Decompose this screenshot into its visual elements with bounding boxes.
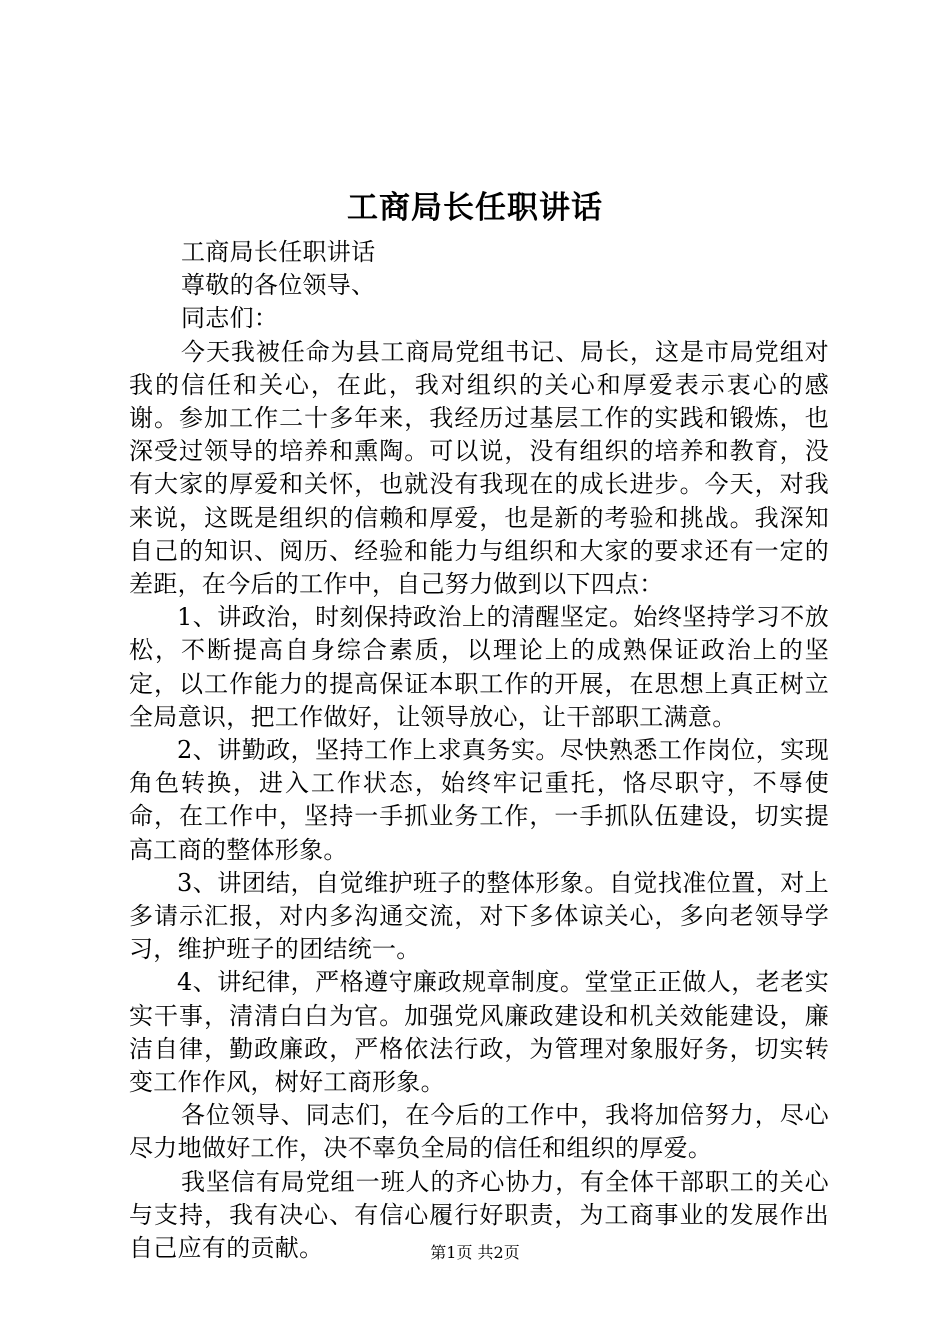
page-number: 第1页 共2页	[430, 1243, 520, 1262]
paragraph-intro: 今天我被任命为县工商局党组书记、局长，这是市局党组对我的信任和关心，在此，我对组织的关心和厚爱表示衷心的感谢。参加工作二十多年来，我经历过基层工作的实践和锻炼，也深受过领导的培养和熏陶。可以说，没有组织的培养和教育，没有大家的厚爱和关怀，也就没有我现在的成长进步。今天，对我来说，这既是组织的信赖和厚爱，也是新的考验和挑战。我深知自己的知识、阅历、经验和能力与组织和大家的要求还有一定的差距，在今后的工作中，自己努力做到以下四点：	[129, 337, 829, 599]
paragraph-point-4: 4、讲纪律，严格遵守廉政规章制度。堂堂正正做人，老老实实干事，清清白白为官。加强党风廉政建设和机关效能建设，廉洁自律，勤政廉政，严格依法行政，为管理对象服好务，切实转变工作作风，树好工商形象。	[129, 968, 829, 1097]
paragraph-heading: 工商局长任职讲话	[181, 238, 376, 266]
paragraph-point-3: 3、讲团结，自觉维护班子的整体形象。自觉找准位置，对上多请示汇报，对内多沟通交流，对下多体谅关心，多向老领导学习，维护班子的团结统一。	[129, 868, 829, 964]
paragraph-closing-1: 各位领导、同志们，在今后的工作中，我将加倍努力，尽心尽力地做好工作，决不辜负全局的信任和组织的厚爱。	[129, 1101, 829, 1163]
paragraph-salutation-2: 同志们：	[181, 304, 279, 333]
paragraph-closing-2: 我坚信有局党组一班人的齐心协力，有全体干部职工的关心与支持，我有决心、有信心履行好职责，为工商事业的发展作出自己应有的贡献。	[129, 1167, 829, 1263]
document-body	[129, 236, 829, 1265]
document-title: 工商局长任职讲话	[347, 190, 603, 226]
paragraph-salutation: 尊敬的各位领导、	[181, 271, 376, 300]
paragraph-point-2: 2、讲勤政，坚持工作上求真务实。尽快熟悉工作岗位，实现角色转换，进入工作状态，始终牢记重托，恪尽职守，不辱使命，在工作中，坚持一手抓业务工作，一手抓队伍建设，切实提高工商的整体形象。	[129, 736, 829, 864]
paragraph-point-1: 1、讲政治，时刻保持政治上的清醒坚定。始终坚持学习不放松，不断提高自身综合素质，以理论上的成熟保证政治上的坚定，以工作能力的提高保证本职工作的开展，在思想上真正树立全局意识，把工作做好，让领导放心，让干部职工满意。	[129, 603, 829, 731]
